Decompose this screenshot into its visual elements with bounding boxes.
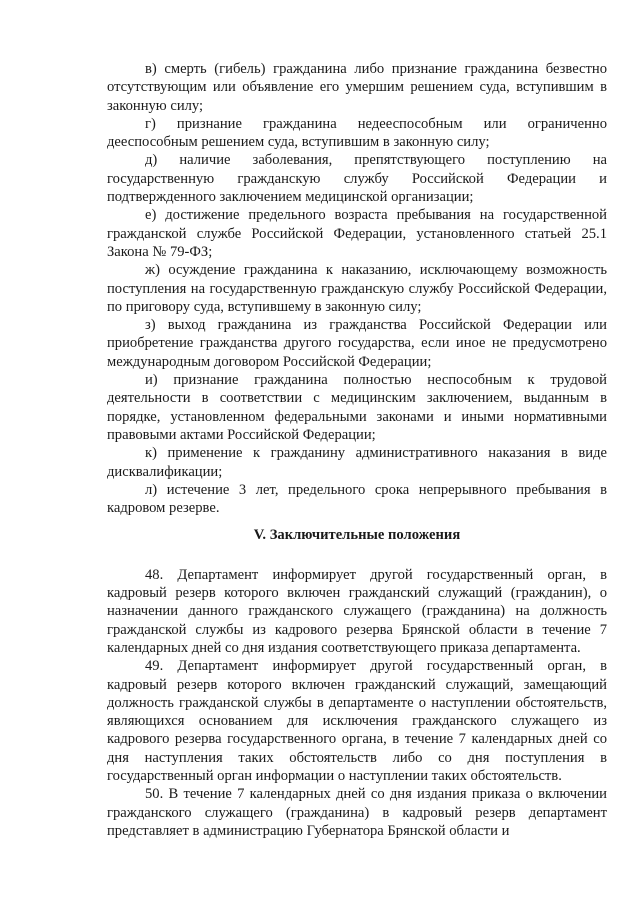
list-item-i: и) признание гражданина полностью неспособным к трудовой деятельности в соответствии с медицинским заключением, выданным в порядке, установленном федеральными законами и иными нормативными правовыми актами Российской Федерации; bbox=[107, 372, 607, 443]
list-item-v: в) смерть (гибель) гражданина либо признание гражданина безвестно отсутствующим или объявление его умершим решением суда, вступившим в законную силу; bbox=[107, 61, 607, 114]
paragraph-50: 50. В течение 7 календарных дней со дня издания приказа о включении гражданского служащего (гражданина) в кадровый резерв департамент представляет в администрацию Губернатора Брянской области и bbox=[107, 786, 607, 839]
paragraph-48: 48. Департамент информирует другой государственный орган, в кадровый резерв которого включен гражданский служащий (гражданин), о назначении данного гражданского служащего (гражданина) на должность гражданской службы из кадрового резерва Брянской области в течение 7 календарных дней со дня издания соответствующего приказа департамента. bbox=[107, 566, 607, 656]
document-body bbox=[107, 60, 607, 840]
list-item-e: е) достижение предельного возраста пребывания на государственной гражданской службе Российской Федерации, установленного статьей 25.1 Закона № 79-ФЗ; bbox=[107, 207, 607, 260]
section-heading: V. Заключительные положения bbox=[253, 527, 461, 544]
list-item-d: д) наличие заболевания, препятствующего поступлению на государственную гражданскую службу Российской Федерации и подтвержденного заключением медицинской организации; bbox=[107, 152, 607, 206]
list-item-g: г) признание гражданина недееспособным или ограниченно дееспособным решением суда, вступившим в законную силу; bbox=[107, 115, 607, 151]
list-item-z: з) выход гражданина из гражданства Российской Федерации или приобретение гражданства другого государства, если иное не предусмотрено международным договором Российской Федерации; bbox=[107, 317, 607, 370]
list-item-k: к) применение к гражданину административного наказания в виде дисквалификации; bbox=[107, 445, 607, 480]
list-item-zh: ж) осуждение гражданина к наказанию, исключающему возможность поступления на государственную гражданскую службу Российской Федерации, по приговору суда, вступившему в законную силу; bbox=[107, 262, 607, 315]
list-item-l: л) истечение 3 лет, предельного срока непрерывного пребывания в кадровом резерве. bbox=[107, 481, 607, 517]
paragraph-49: 49. Департамент информирует другой государственный орган, в кадровый резерв которого включен гражданский служащий, замещающий должность гражданской службы в департаменте о наступлении обстоятельств, являющихся основанием для исключения гражданского служащего из кадрового резерва государственного органа, в течение 7 календарных дней со дня наступления таких обстоятельств либо со дня поступления в государственный орган информации о наступлении таких обстоятельств. bbox=[107, 658, 607, 784]
